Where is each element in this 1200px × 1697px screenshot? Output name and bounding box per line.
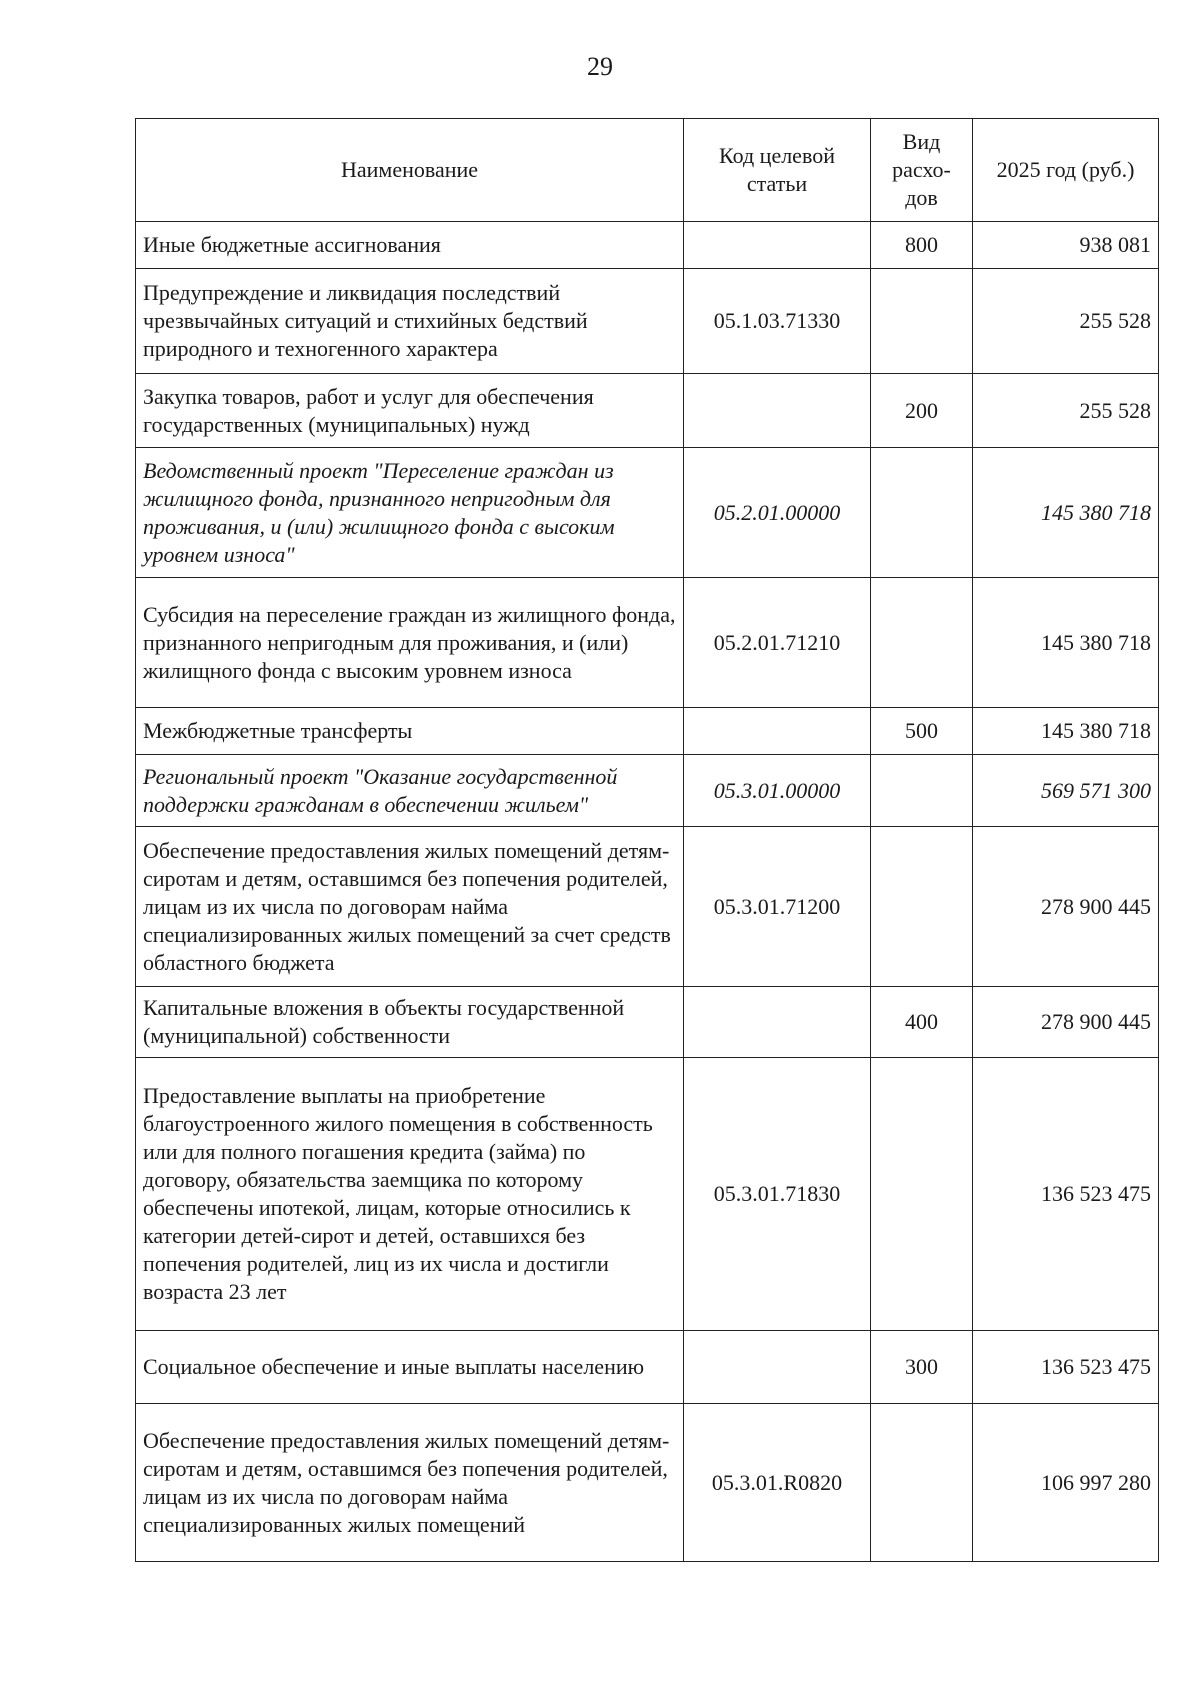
cell-name: Субсидия на переселение граждан из жилищного фонда, признанного непригодным для проживания, и (или) жилищного фонда с высоким уровнем износа [136,578,684,708]
cell-kind [871,827,973,987]
cell-kind: 800 [871,222,973,269]
cell-amount: 136 523 475 [973,1331,1159,1404]
budget-table [135,118,1159,1562]
cell-code: 05.3.01.71830 [684,1058,871,1331]
cell-name: Предупреждение и ликвидация последствий чрезвычайных ситуаций и стихийных бедствий природного и техногенного характера [136,269,684,374]
cell-code: 05.1.03.71330 [684,269,871,374]
table-row [136,1331,1159,1404]
cell-kind [871,269,973,374]
cell-code [684,222,871,269]
cell-amount: 278 900 445 [973,827,1159,987]
cell-kind [871,1404,973,1562]
cell-amount: 938 081 [973,222,1159,269]
table-row [136,222,1159,269]
cell-name: Капитальные вложения в объекты государственной (муниципальной) собственности [136,987,684,1058]
table-row [136,1058,1159,1331]
cell-name: Ведомственный проект "Переселение граждан из жилищного фонда, признанного непригодным для проживания, и (или) жилищного фонда с высоким уровнем износа" [136,448,684,578]
table-row [136,1404,1159,1562]
cell-name: Закупка товаров, работ и услуг для обеспечения государственных (муниципальных) нужд [136,374,684,448]
table-row [136,708,1159,755]
cell-code [684,987,871,1058]
cell-amount: 278 900 445 [973,987,1159,1058]
cell-code [684,1331,871,1404]
cell-kind: 500 [871,708,973,755]
cell-kind: 300 [871,1331,973,1404]
header-row [136,119,1159,222]
cell-name: Иные бюджетные ассигнования [136,222,684,269]
header-name: Наименование [136,119,684,222]
cell-kind [871,578,973,708]
cell-name: Обеспечение предоставления жилых помещений детям-сиротам и детям, оставшимся без попечения родителей, лицам из их числа по договорам найма специализированных жилых помещений за счет средств областного бюджета [136,827,684,987]
cell-name: Обеспечение предоставления жилых помещений детям-сиротам и детям, оставшимся без попечения родителей, лицам из их числа по договорам найма специализированных жилых помещений [136,1404,684,1562]
table-header [136,119,1159,222]
table-body [136,222,1159,1562]
cell-amount: 145 380 718 [973,578,1159,708]
header-year: 2025 год (руб.) [973,119,1159,222]
cell-amount: 106 997 280 [973,1404,1159,1562]
cell-code: 05.3.01.71200 [684,827,871,987]
header-kind: Вид расхо-дов [871,119,973,222]
cell-amount: 145 380 718 [973,708,1159,755]
cell-code: 05.3.01.R0820 [684,1404,871,1562]
cell-kind: 200 [871,374,973,448]
table-row [136,987,1159,1058]
table-row [136,578,1159,708]
cell-code [684,374,871,448]
cell-code: 05.2.01.00000 [684,448,871,578]
cell-kind [871,1058,973,1331]
cell-kind [871,448,973,578]
cell-kind: 400 [871,987,973,1058]
cell-code [684,708,871,755]
table-row [136,448,1159,578]
table-row [136,269,1159,374]
table-row [136,374,1159,448]
page-number: 29 [587,52,613,81]
cell-code: 05.3.01.00000 [684,755,871,827]
cell-name: Межбюджетные трансферты [136,708,684,755]
cell-amount: 255 528 [973,374,1159,448]
cell-name: Региональный проект "Оказание государственной поддержки гражданам в обеспечении жильем" [136,755,684,827]
cell-amount: 255 528 [973,269,1159,374]
header-code: Код целевой статьи [684,119,871,222]
cell-amount: 136 523 475 [973,1058,1159,1331]
cell-amount: 145 380 718 [973,448,1159,578]
cell-name: Предоставление выплаты на приобретение благоустроенного жилого помещения в собственность или для полного погашения кредита (займа) по договору, обязательства заемщика по которому обеспечены ипотекой, лицам, которые относились к категории детей-сирот и детей, оставшихся без попечения родителей, лиц из их числа и достигли возраста 23 лет [136,1058,684,1331]
table-row [136,755,1159,827]
table-row [136,827,1159,987]
cell-kind [871,755,973,827]
cell-name: Социальное обеспечение и иные выплаты населению [136,1331,684,1404]
cell-amount: 569 571 300 [973,755,1159,827]
cell-code: 05.2.01.71210 [684,578,871,708]
